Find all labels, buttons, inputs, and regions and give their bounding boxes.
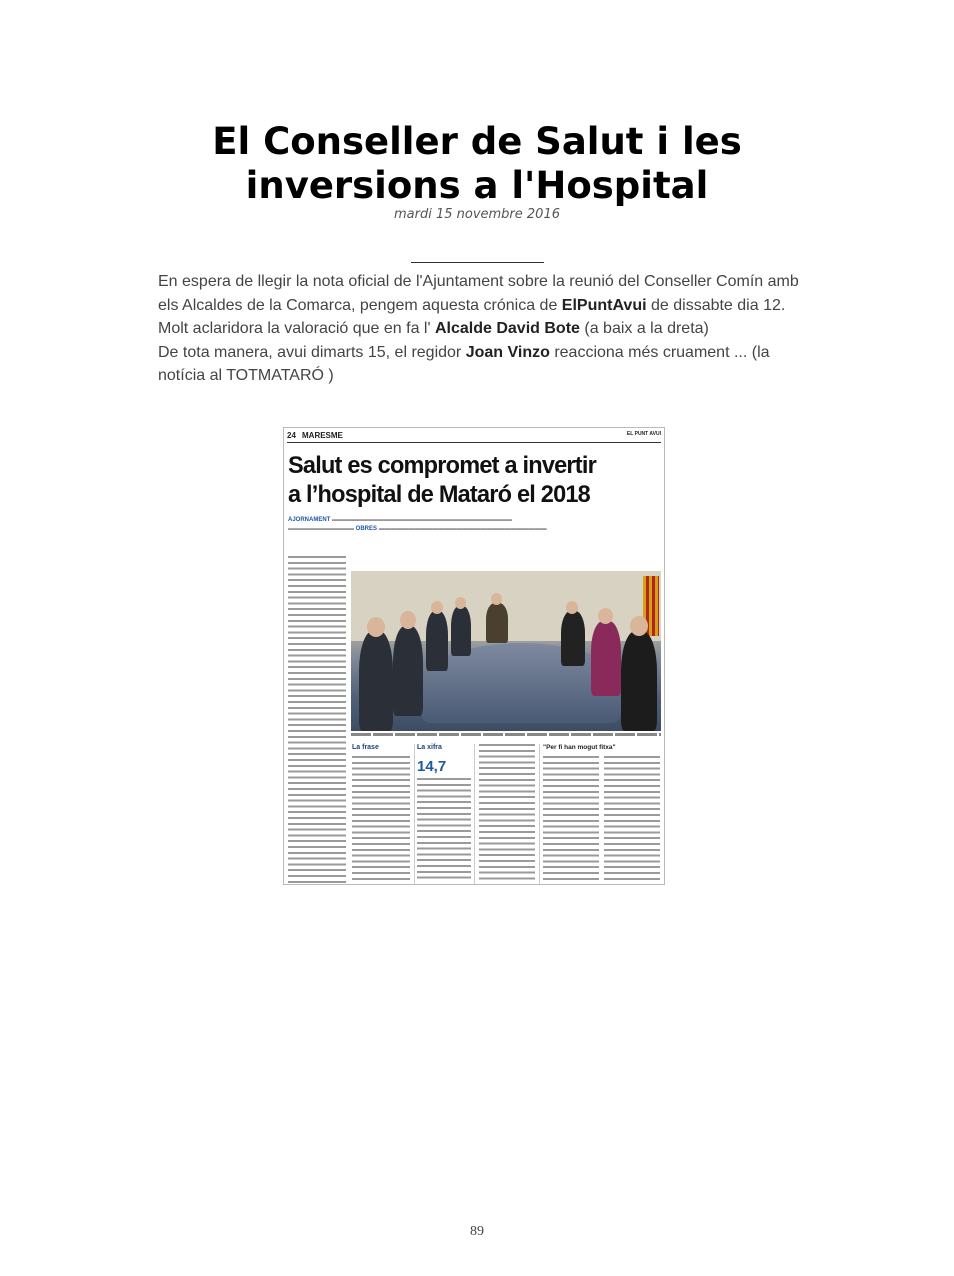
article-title-line-1: El Conseller de Salut i les [212,120,742,163]
article-body [158,270,806,388]
meeting-photo [351,571,661,731]
councillor-name: Joan Vinzo [465,343,550,361]
clipping-section: MARESME [302,431,343,440]
article-title-line-2: inversions a l'Hospital [245,164,709,207]
box-la-xifra-number: 14,7 [417,758,447,775]
paragraph-1: En espera de llegir la nota oficial de l'Ajuntament sobre la reunió del Conseller Comín amb els Alcaldes de la Comarca, pengem aquesta crónica de ElPuntAvui de dissabte dia 12. [158,273,799,314]
mayor-name: Alcalde David Bote [434,320,580,337]
newspaper-clipping-image [283,427,665,885]
article-date: mardi 15 novembre 2016 [393,207,560,222]
newspaper-name: ElPuntAvui [561,296,647,314]
clipping-paper-name: EL PUNT AVUI [626,431,661,437]
clipping-standfirst: AJORNAMENT ▬▬▬▬▬▬▬▬▬▬▬▬▬▬▬▬▬▬▬▬▬▬▬▬▬▬▬▬▬▬ ▬▬▬▬▬▬▬▬▬▬▬ OBRES ▬▬▬▬▬▬▬▬▬▬▬▬▬▬▬▬▬▬▬▬▬▬▬▬▬▬▬▬ [288,517,547,532]
box-la-frase-title: La frase [352,744,379,751]
clipping-header [287,430,661,443]
box-quote-title: "Per fi han mogut fitxa" [543,744,616,751]
page-number: 89 [470,1224,484,1239]
title-divider [411,262,544,263]
box-la-xifra-title: La xifra [417,744,442,751]
paragraph-2: Molt aclaridora la valoració que en fa l' Alcalde David Bote (a baix a la dreta) [158,320,709,337]
photo-caption [351,733,661,736]
paragraph-3: De tota manera, avui dimarts 15, el regidor Joan Vinzo reacciona més cruament ... (la notícia al TOTMATARÓ ) [158,343,770,384]
clipping-page-number: 24 [287,431,296,440]
clipping-text-column-left [288,556,346,884]
article-title [0,120,954,208]
clipping-headline: Salut es compromet a invertir a l’hospital de Mataró el 2018 [288,452,596,508]
